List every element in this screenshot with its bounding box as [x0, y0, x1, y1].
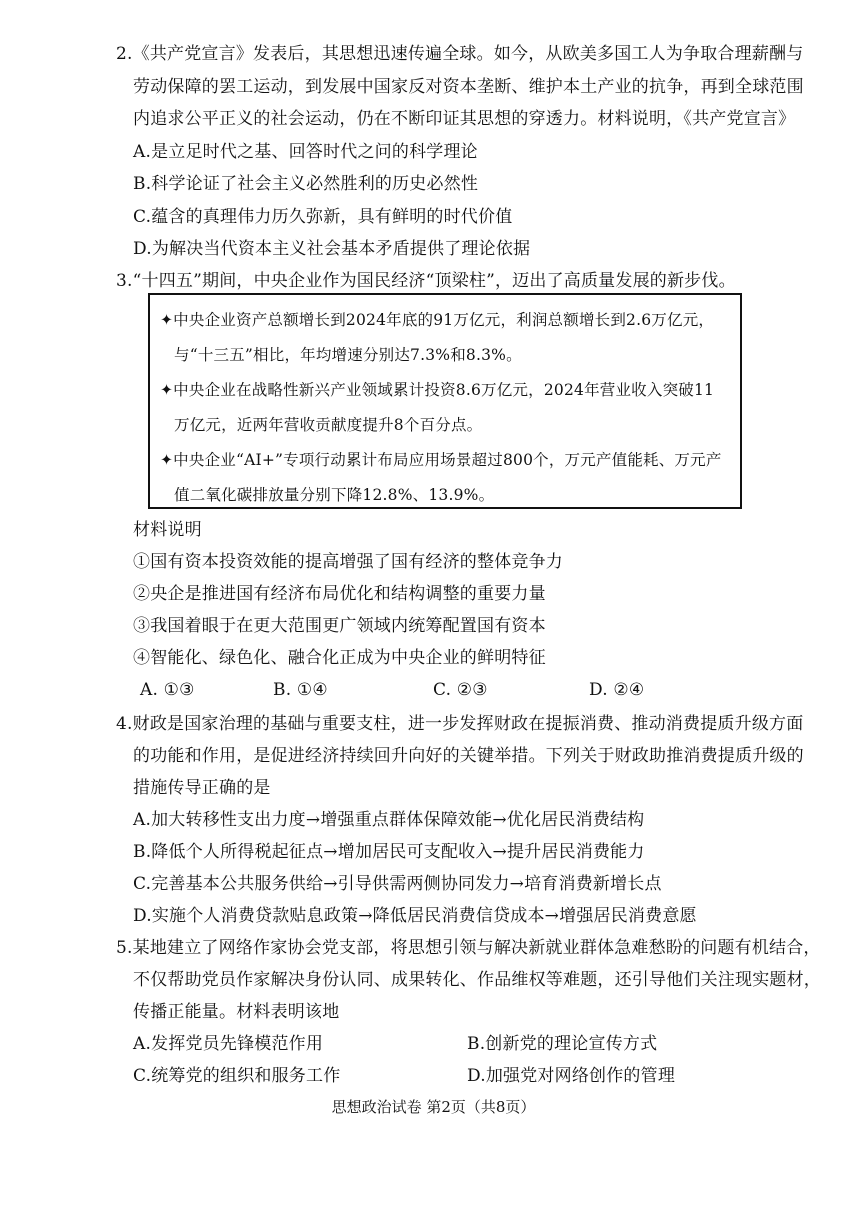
- q4-option-b[interactable]: B.降低个人所得税起征点→增加居民可支配收入→提升居民消费能力: [133, 842, 645, 862]
- q5-stem-line: 传播正能量。材料表明该地: [133, 1002, 340, 1022]
- q2-option-b[interactable]: B.科学论证了社会主义必然胜利的历史必然性: [133, 174, 479, 194]
- material-line: 与“十三五”相比，年均增速分别达7.3%和8.3%。: [174, 346, 522, 364]
- q3-statement-1: ①国有资本投资效能的提高增强了国有经济的整体竞争力: [133, 552, 563, 572]
- q4-option-d[interactable]: D.实施个人消费贷款贴息政策→降低居民消费信贷成本→增强居民消费意愿: [133, 906, 697, 926]
- q5-option-b[interactable]: B.创新党的理论宣传方式: [467, 1034, 658, 1054]
- q5-option-a[interactable]: A.发挥党员先锋模范作用: [133, 1034, 324, 1054]
- q2-stem-line: 2.《共产党宣言》发表后，其思想迅速传遍全球。如今，从欧美多国工人为争取合理薪酬与: [116, 44, 804, 64]
- q4-stem-line: 措施传导正确的是: [133, 778, 271, 798]
- q3-lead: 材料说明: [133, 520, 202, 540]
- q3-choice-a[interactable]: A. ①③: [140, 680, 195, 700]
- q2-option-a[interactable]: A.是立足时代之基、回答时代之问的科学理论: [133, 142, 478, 162]
- material-line: ✦中央企业资产总额增长到2024年底的91万亿元，利润总额增长到2.6万亿元，: [160, 311, 715, 329]
- material-line: 万亿元，近两年营收贡献度提升8个百分点。: [174, 416, 483, 434]
- q4-stem-line: 4.财政是国家治理的基础与重要支柱，进一步发挥财政在提振消费、推动消费提质升级方面: [116, 714, 804, 734]
- q5-stem-line: 5.某地建立了网络作家协会党支部，将思想引领与解决新就业群体急难愁盼的问题有机结合，: [116, 938, 821, 958]
- q3-statement-4: ④智能化、绿色化、融合化正成为中央企业的鲜明特征: [133, 648, 546, 668]
- q2-option-c[interactable]: C.蕴含的真理伟力历久弥新，具有鲜明的时代价值: [133, 207, 513, 227]
- q4-stem-line: 的功能和作用，是促进经济持续回升向好的关键举措。下列关于财政助推消费提质升级的: [133, 746, 804, 766]
- q2-stem-line: 内追求公平正义的社会运动，仍在不断印证其思想的穿透力。材料说明，《共产党宣言》: [133, 109, 796, 129]
- q5-option-c[interactable]: C.统筹党的组织和服务工作: [133, 1066, 341, 1086]
- q5-stem-line: 不仅帮助党员作家解决身份认同、成果转化、作品维权等难题，还引导他们关注现实题材，: [133, 970, 821, 990]
- material-box: [148, 293, 742, 509]
- material-line: ✦中央企业在战略性新兴产业领域累计投资8.6万亿元，2024年营业收入突破11: [160, 381, 715, 399]
- q4-option-a[interactable]: A.加大转移性支出力度→增强重点群体保障效能→优化居民消费结构: [133, 810, 645, 830]
- q3-stem: 3.“十四五”期间，中央企业作为国民经济“顶梁柱”，迈出了高质量发展的新步伐。: [116, 271, 736, 291]
- page-footer: 思想政治试卷 第2页（共8页）: [331, 1098, 536, 1116]
- material-line: ✦中央企业“AI+”专项行动累计布局应用场景超过800个，万元产值能耗、万元产: [160, 451, 722, 469]
- q2-stem-line: 劳动保障的罢工运动，到发展中国家反对资本垄断、维护本土产业的抗争，再到全球范围: [133, 77, 804, 97]
- q3-choice-c[interactable]: C. ②③: [433, 680, 488, 700]
- q3-statement-3: ③我国着眼于在更大范围更广领域内统筹配置国有资本: [133, 616, 546, 636]
- q3-statement-2: ②央企是推进国有经济布局优化和结构调整的重要力量: [133, 584, 546, 604]
- q3-choice-b[interactable]: B. ①④: [273, 680, 328, 700]
- q2-option-d[interactable]: D.为解决当代资本主义社会基本矛盾提供了理论依据: [133, 239, 531, 259]
- q5-option-d[interactable]: D.加强党对网络创作的管理: [467, 1066, 676, 1086]
- q3-choice-d[interactable]: D. ②④: [589, 680, 645, 700]
- q4-option-c[interactable]: C.完善基本公共服务供给→引导供需两侧协同发力→培育消费新增长点: [133, 874, 662, 894]
- material-line: 值二氧化碳排放量分别下降12.8%、13.9%。: [174, 486, 495, 504]
